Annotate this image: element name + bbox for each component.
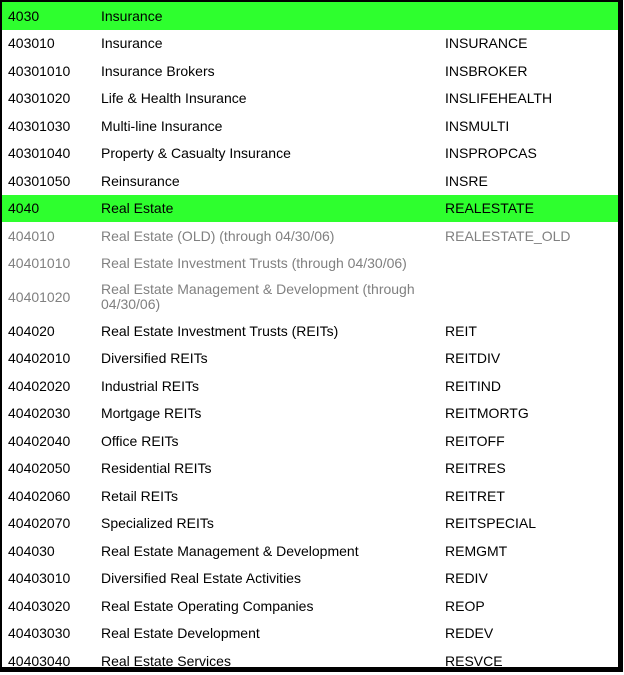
ticker-cell: REITSPECIAL xyxy=(445,515,537,532)
name-cell: Property & Casualty Insurance xyxy=(101,145,291,162)
code-cell: 40301050 xyxy=(8,172,71,189)
name-cell: Industrial REITs xyxy=(101,377,200,394)
code-cell: 40402010 xyxy=(8,350,71,367)
table-row xyxy=(2,647,618,675)
ticker-cell: INSPROPCAS xyxy=(445,145,537,162)
name-cell: Real Estate Services xyxy=(101,652,231,669)
ticker-cell: INSRE xyxy=(445,172,488,189)
code-cell: 40301020 xyxy=(8,90,71,107)
table-row xyxy=(2,592,618,620)
code-cell: 404030 xyxy=(8,542,55,559)
code-cell: 404020 xyxy=(8,322,55,339)
code-cell: 4040 xyxy=(2,195,95,223)
code-cell: 40402020 xyxy=(8,377,71,394)
ticker-cell: REITIND xyxy=(445,377,501,394)
table-row-highlighted xyxy=(2,195,618,223)
name-cell: Life & Health Insurance xyxy=(101,90,247,107)
name-cell: Insurance xyxy=(95,2,439,30)
table-row xyxy=(2,482,618,510)
code-cell: 40402070 xyxy=(8,515,71,532)
ticker-cell: REALESTATE_OLD xyxy=(445,227,571,244)
ticker-cell: REDIV xyxy=(445,570,488,587)
name-cell: Office REITs xyxy=(101,432,179,449)
name-cell: Real Estate Management & Development xyxy=(101,542,359,559)
ticker-cell: INSBROKER xyxy=(445,62,528,79)
ticker-cell: REITMORTG xyxy=(445,405,529,422)
code-cell: 40403020 xyxy=(8,597,71,614)
ticker-cell: RESVCE xyxy=(445,652,503,669)
ticker-cell: REITOFF xyxy=(445,432,505,449)
code-cell: 40403030 xyxy=(8,625,71,642)
name-cell: Real Estate xyxy=(95,195,439,223)
name-cell: Real Estate (OLD) (through 04/30/06) xyxy=(101,227,335,244)
table-row xyxy=(2,565,618,593)
name-cell: Real Estate Investment Trusts (REITs) xyxy=(101,322,339,339)
table-row xyxy=(2,140,618,168)
name-cell: Specialized REITs xyxy=(101,515,214,532)
table-row xyxy=(2,30,618,58)
code-cell: 40403040 xyxy=(8,652,71,669)
name-cell: Reinsurance xyxy=(101,172,180,189)
table-row xyxy=(2,372,618,400)
code-cell: 40402050 xyxy=(8,460,71,477)
code-cell: 40401010 xyxy=(8,255,71,272)
name-cell: Real Estate Investment Trusts (through 04/30/06) xyxy=(101,255,407,272)
name-cell: Insurance Brokers xyxy=(101,62,215,79)
table-row-obsolete xyxy=(2,277,618,317)
code-cell: 40401020 xyxy=(8,289,71,305)
table-row xyxy=(2,537,618,565)
table-row xyxy=(2,400,618,428)
table-row xyxy=(2,167,618,195)
code-cell: 40301010 xyxy=(8,62,71,79)
code-cell: 403010 xyxy=(8,35,55,52)
name-cell: Real Estate Management & Development (through 04/30/06) xyxy=(101,281,415,312)
ticker-cell: INSURANCE xyxy=(445,35,528,52)
code-cell: 40402060 xyxy=(8,487,71,504)
name-cell: Retail REITs xyxy=(101,487,179,504)
name-cell: Diversified Real Estate Activities xyxy=(101,570,301,587)
ticker-cell xyxy=(439,250,618,278)
table-row xyxy=(2,345,618,373)
ticker-cell: REITDIV xyxy=(445,350,501,367)
table-row xyxy=(2,57,618,85)
table-row xyxy=(2,112,618,140)
table-row xyxy=(2,427,618,455)
ticker-cell xyxy=(439,277,618,317)
ticker-cell: REMGMT xyxy=(445,542,508,559)
table-row xyxy=(2,85,618,113)
ticker-cell: REOP xyxy=(445,597,485,614)
name-cell: Diversified REITs xyxy=(101,350,208,367)
industry-classification-table xyxy=(2,2,618,675)
table-body xyxy=(2,2,618,675)
name-cell: Mortgage REITs xyxy=(101,405,202,422)
code-cell: 40403010 xyxy=(8,570,71,587)
ticker-cell: REDEV xyxy=(445,625,494,642)
table-row-obsolete xyxy=(2,250,618,278)
ticker-cell: REITRET xyxy=(445,487,505,504)
table-row xyxy=(2,455,618,483)
code-cell: 40402040 xyxy=(8,432,71,449)
name-cell: Multi-line Insurance xyxy=(101,117,223,134)
name-cell: Real Estate Operating Companies xyxy=(101,597,314,614)
code-cell: 404010 xyxy=(8,227,55,244)
code-cell: 4030 xyxy=(2,2,95,30)
name-cell: Residential REITs xyxy=(101,460,212,477)
table-row xyxy=(2,510,618,538)
code-cell: 40402030 xyxy=(8,405,71,422)
table-row xyxy=(2,317,618,345)
name-cell: Insurance xyxy=(101,35,163,52)
ticker-cell: INSLIFEHEALTH xyxy=(445,90,553,107)
table-row-highlighted xyxy=(2,2,618,30)
ticker-cell: INSMULTI xyxy=(445,117,510,134)
ticker-cell: REITRES xyxy=(445,460,506,477)
table-row-obsolete xyxy=(2,222,618,250)
code-cell: 40301040 xyxy=(8,145,71,162)
ticker-cell: REIT xyxy=(445,322,477,339)
code-cell: 40301030 xyxy=(8,117,71,134)
name-cell: Real Estate Development xyxy=(101,625,260,642)
table-row xyxy=(2,620,618,648)
ticker-cell xyxy=(439,2,618,30)
ticker-cell: REALESTATE xyxy=(439,195,618,223)
